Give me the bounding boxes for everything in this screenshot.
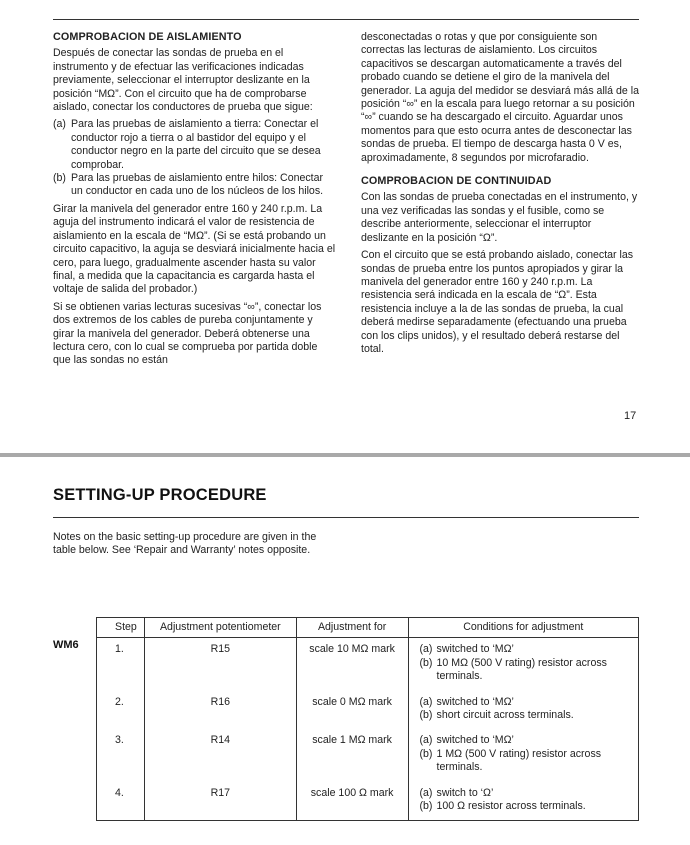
- condition-label: (a): [419, 734, 433, 747]
- condition-label: (a): [419, 786, 433, 799]
- condition-text: 10 MΩ (500 V rating) resistor across terminals.: [436, 656, 607, 683]
- header-conditions: Conditions for adjustment: [408, 618, 638, 638]
- cell-potentiometer: R15: [144, 638, 296, 691]
- continuity-paragraph-2: Con el circuito que se está probando aislado, conectar las sondas de prueba entre los puntos apropiados y girar la manivela del generador entre 160 y 240 r.p.m. La resistencia será indicada en la escala de “Ω”. Esta resistencia incluye a la de las sondas de prueba, la cual deberá medirse separadamente (efectuando una prueba con los clips unidos), y el resultado deberá restarse del total.: [361, 249, 634, 355]
- insulation-test-heading: COMPROBACION DE AISLAMIENTO: [53, 31, 242, 43]
- cell-conditions: [408, 729, 638, 781]
- cell-potentiometer: R17: [144, 782, 296, 821]
- condition-label: (b): [419, 747, 433, 760]
- right-column: [361, 31, 641, 360]
- condition-label: (a): [419, 643, 433, 656]
- list-item-label: (a): [53, 118, 66, 131]
- condition-text: switch to ‘Ω’: [436, 786, 494, 799]
- cell-conditions: [408, 638, 638, 691]
- header-potentiometer: Adjustment potentiometer: [144, 618, 296, 638]
- insulation-paragraph-1: Después de conectar las sondas de prueba en el instrumento y de efectuar las verificaciones indicadas previamente, seleccionar el interruptor deslizante en la posición “MΩ”. Con el circuito que ha de comprobarse aislado, conectar los conductores de prueba que sigue:: [53, 47, 313, 114]
- insulation-paragraph-2: Girar la manivela del generador entre 160 y 240 r.p.m. La aguja del instrumento indicará el valor de resistencia de aislamiento en la escala de “MΩ”. (Si se está probando un circuito capacitivo, la aguja se desviará inicialmente hacia el cero, para luego, gradualmente ascender hasta su valor final, a medida que la capacitancia es cargarda hasta el voltaje de salida del probador.): [53, 202, 336, 296]
- table-row: [97, 691, 639, 730]
- cell-potentiometer: R16: [144, 691, 296, 730]
- list-item-label: (b): [53, 172, 66, 185]
- table-row: [97, 782, 639, 821]
- cell-step: 4.: [97, 782, 145, 821]
- insulation-paragraph-continued: desconectadas o rotas y que por consiguiente son correctas las lecturas de aislamiento. Los circuitos capacitivos se descargan automaticamente a través del probado cuando se detiene el giro de la manivela del generador. La aguja del medidor se desviará más allá de la posición “∞” en la escala para luego retornar a su posición “∞” cuando se ha descargado el circuito. Aguardar unos momentos para que esto ocurra antes de desconectar las sondas de prueba. El tiempo de descarga hasta 0 V es, aproximadamente, 8 segundos por microfaradio.: [361, 31, 639, 164]
- condition-text: short circuit across terminals.: [436, 709, 574, 722]
- header-step: Step: [97, 618, 145, 638]
- condition-label: (b): [419, 656, 433, 669]
- table-row: [97, 729, 639, 781]
- page-title: SETTING-UP PROCEDURE: [53, 486, 267, 504]
- list-item: [53, 118, 336, 172]
- cell-adjustment-for: scale 100 Ω mark: [296, 782, 408, 821]
- title-rule: [53, 517, 639, 518]
- cell-adjustment-for: scale 10 MΩ mark: [296, 638, 408, 691]
- condition-text: switched to ‘MΩ’: [436, 643, 514, 656]
- cell-adjustment-for: scale 0 MΩ mark: [296, 691, 408, 730]
- list-item-text: Para las pruebas de aislamiento entre hilos: Conectar un conductor en cada uno de los núcleos de los hilos.: [71, 172, 324, 198]
- condition-label: (b): [419, 709, 433, 722]
- page-number: 17: [624, 410, 637, 422]
- condition-text: switched to ‘MΩ’: [436, 734, 514, 747]
- condition-text: 100 Ω resistor across terminals.: [436, 800, 586, 813]
- cell-conditions: [408, 782, 638, 821]
- insulation-paragraph-3: Si se obtienen varias lecturas sucesivas “∞”, conectar los dos extremos de los cables de pureba conjuntamente y girar la manivela del generador. Deberá obtenerse una lectura cero, con lo cual se comprueba por partida doble que las sondas no están: [53, 300, 322, 367]
- cell-conditions: [408, 691, 638, 730]
- intro-text: Notes on the basic setting-up procedure are given in the table below. See ‘Repair and Warranty’ notes opposite.: [53, 531, 317, 557]
- list-item-text: Para las pruebas de aislamiento a tierra: Conectar el conductor rojo a tierra o al bastidor del equipo y el conductor negro en la parte del circuito que se desea comprobar.: [71, 118, 321, 171]
- top-rule: [53, 19, 639, 20]
- cell-step: 3.: [97, 729, 145, 781]
- table-row: [97, 638, 639, 691]
- cell-adjustment-for: scale 1 MΩ mark: [296, 729, 408, 781]
- cell-step: 2.: [97, 691, 145, 730]
- header-adjustment-for: Adjustment for: [296, 618, 408, 638]
- condition-text: switched to ‘MΩ’: [436, 695, 514, 708]
- left-column: [53, 31, 336, 372]
- list-item: [53, 172, 336, 199]
- model-label: WM6: [53, 639, 79, 651]
- condition-label: (b): [419, 800, 433, 813]
- condition-label: (a): [419, 695, 433, 708]
- cell-potentiometer: R14: [144, 729, 296, 781]
- setting-up-table: [96, 617, 639, 821]
- table-header-row: [97, 618, 639, 638]
- continuity-test-heading: COMPROBACION DE CONTINUIDAD: [361, 175, 552, 188]
- page-separator: [0, 453, 690, 457]
- condition-text: 1 MΩ (500 V rating) resistor across terminals.: [436, 747, 602, 774]
- cell-step: 1.: [97, 638, 145, 691]
- continuity-paragraph-1: Con las sondas de prueba conectadas en el instrumento, y una vez verificadas las sondas y el fusible, como se describe anteriormente, seleccionar el interruptor deslizante en la posición “Ω”.: [361, 191, 638, 244]
